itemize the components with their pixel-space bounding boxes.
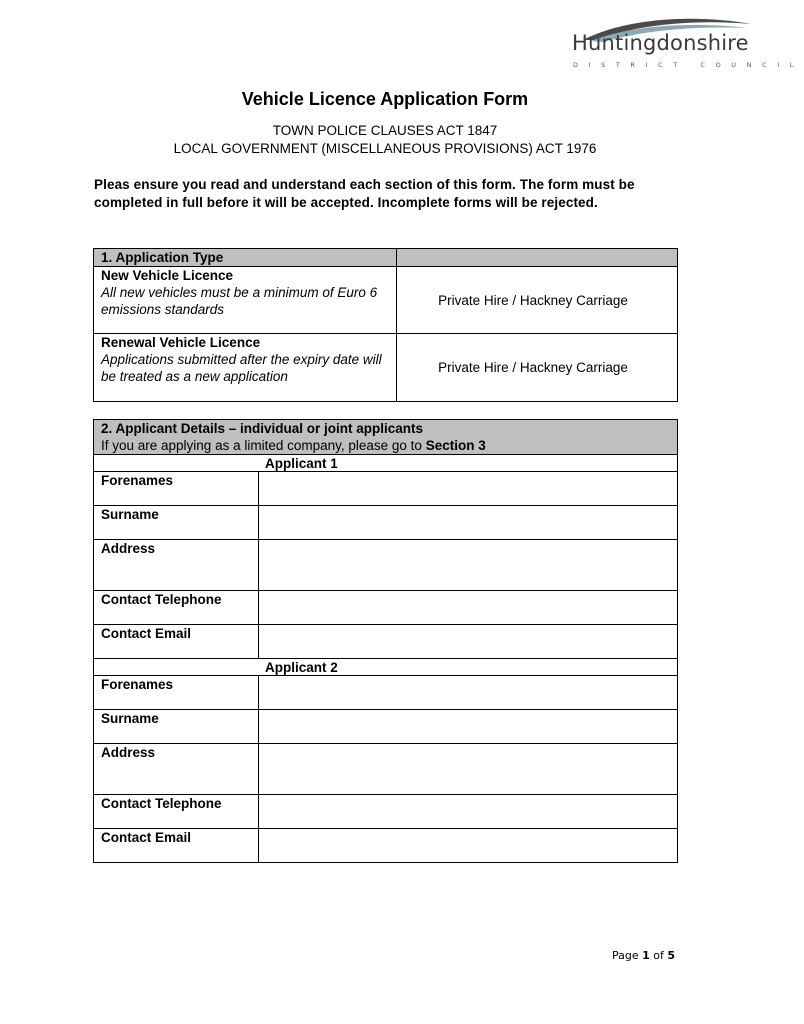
section1-heading-blank bbox=[397, 249, 678, 267]
new-licence-cell bbox=[94, 267, 397, 334]
applicant-2-address-field[interactable] bbox=[259, 744, 678, 795]
applicant-1-forenames-field[interactable] bbox=[259, 472, 678, 506]
applicant-1-surname-label: Surname bbox=[94, 506, 259, 540]
applicant-2-forenames-field[interactable] bbox=[259, 676, 678, 710]
renewal-licence-note: Applications submitted after the expiry date will be treated as a new application bbox=[101, 352, 382, 384]
page-current: 1 bbox=[642, 949, 650, 962]
applicant-1-heading: Applicant 1 bbox=[94, 455, 678, 472]
applicant-1-telephone-label: Contact Telephone bbox=[94, 591, 259, 625]
applicant-1-address-label: Address bbox=[94, 540, 259, 591]
section3-link[interactable]: Section 3 bbox=[425, 438, 486, 453]
application-type-table bbox=[93, 248, 678, 402]
section2-subheading-text: If you are applying as a limited company, please go to bbox=[101, 438, 426, 453]
applicant-1-telephone-field[interactable] bbox=[259, 591, 678, 625]
section2-heading-cell bbox=[94, 420, 678, 455]
council-logo bbox=[555, 14, 804, 74]
applicant-2-heading: Applicant 2 bbox=[94, 659, 678, 676]
section1-heading: 1. Application Type bbox=[94, 249, 397, 267]
page-number bbox=[612, 949, 675, 962]
section2-heading: 2. Applicant Details – individual or joint applicants bbox=[101, 421, 424, 436]
logo-name: Huntingdonshire bbox=[572, 31, 749, 55]
section2-subheading bbox=[101, 437, 677, 454]
applicant-1-address-field[interactable] bbox=[259, 540, 678, 591]
applicant-2-telephone-label: Contact Telephone bbox=[94, 795, 259, 829]
act-line-2: LOCAL GOVERNMENT (MISCELLANEOUS PROVISIONS) ACT 1976 bbox=[173, 141, 597, 156]
renewal-licence-option[interactable]: Private Hire / Hackney Carriage bbox=[397, 334, 678, 402]
renewal-licence-cell bbox=[94, 334, 397, 402]
applicant-2-surname-field[interactable] bbox=[259, 710, 678, 744]
applicant-1-email-field[interactable] bbox=[259, 625, 678, 659]
applicant-2-address-label: Address bbox=[94, 744, 259, 795]
renewal-licence-label: Renewal Vehicle Licence bbox=[101, 335, 261, 350]
logo-subtitle: DISTRICT COUNCIL bbox=[573, 61, 804, 69]
applicant-2-forenames-label: Forenames bbox=[94, 676, 259, 710]
new-licence-option[interactable]: Private Hire / Hackney Carriage bbox=[397, 267, 678, 334]
applicant-2-surname-label: Surname bbox=[94, 710, 259, 744]
applicant-2-email-label: Contact Email bbox=[94, 829, 259, 863]
applicant-1-email-label: Contact Email bbox=[94, 625, 259, 659]
applicant-2-email-field[interactable] bbox=[259, 829, 678, 863]
applicant-details-table bbox=[93, 419, 678, 863]
page-word: Page bbox=[612, 949, 639, 962]
form-title: Vehicle Licence Application Form bbox=[241, 89, 529, 109]
intro-text: Pleas ensure you read and understand each section of this form. The form must be completed in full before it will be accepted. Incomplete forms will be rejected. bbox=[94, 177, 635, 210]
new-licence-label: New Vehicle Licence bbox=[101, 268, 234, 283]
applicant-1-surname-field[interactable] bbox=[259, 506, 678, 540]
applicant-2-telephone-field[interactable] bbox=[259, 795, 678, 829]
page-total: 5 bbox=[667, 949, 676, 962]
act-line-1: TOWN POLICE CLAUSES ACT 1847 bbox=[272, 123, 498, 138]
of-word: of bbox=[653, 949, 664, 962]
new-licence-note: All new vehicles must be a minimum of Euro 6 emissions standards bbox=[101, 285, 378, 317]
applicant-1-forenames-label: Forenames bbox=[94, 472, 259, 506]
